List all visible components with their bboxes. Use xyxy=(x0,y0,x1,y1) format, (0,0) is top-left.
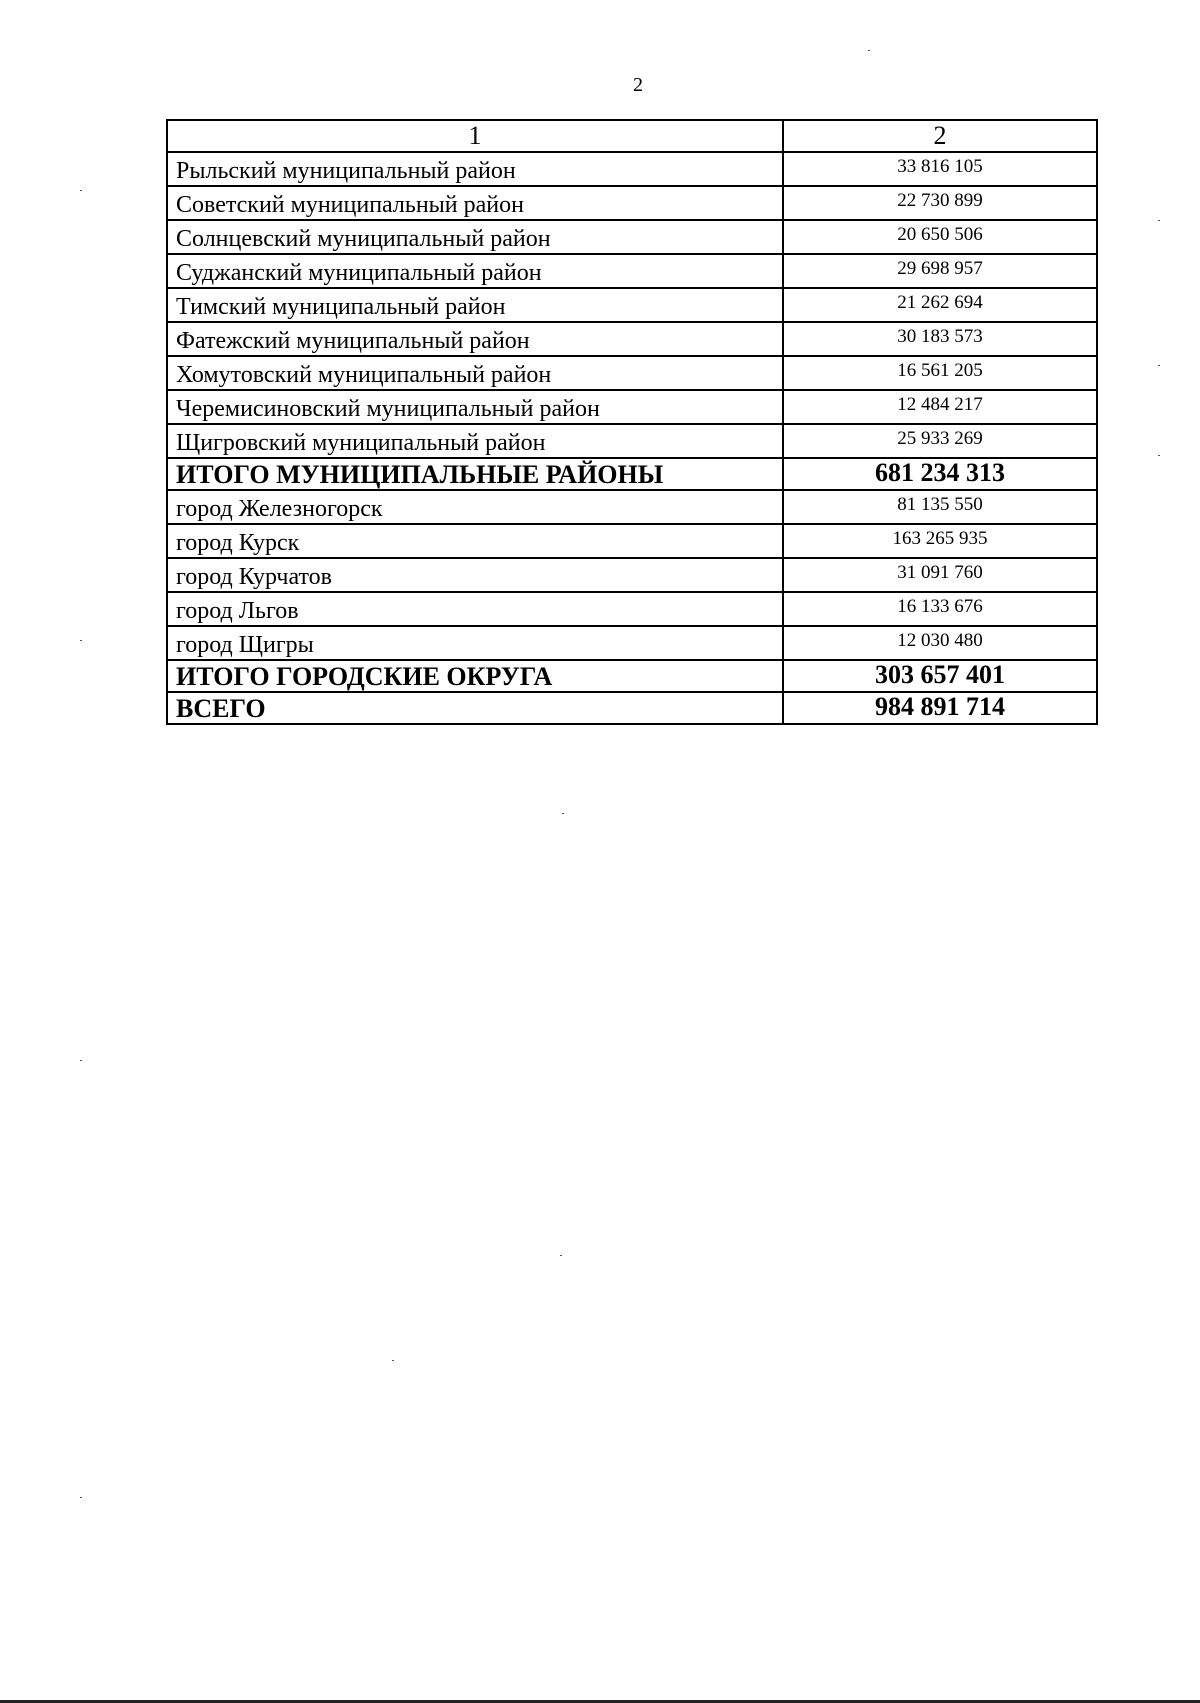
table-row xyxy=(167,592,1097,626)
table-row xyxy=(167,220,1097,254)
row-value: 12 030 480 xyxy=(783,626,1097,660)
column-header-1: 1 xyxy=(167,120,783,152)
row-value: 163 265 935 xyxy=(783,524,1097,558)
row-name: Щигровский муниципальный район xyxy=(167,424,783,458)
table-row xyxy=(167,524,1097,558)
row-value: 16 561 205 xyxy=(783,356,1097,390)
row-value: 12 484 217 xyxy=(783,390,1097,424)
total-row xyxy=(167,458,1097,490)
row-name: город Курчатов xyxy=(167,558,783,592)
table-row xyxy=(167,288,1097,322)
table-row xyxy=(167,254,1097,288)
scan-speck xyxy=(1158,455,1160,456)
row-name: ИТОГО ГОРОДСКИЕ ОКРУГА xyxy=(167,660,783,692)
row-name: Тимский муниципальный район xyxy=(167,288,783,322)
row-name: Хомутовский муниципальный район xyxy=(167,356,783,390)
row-value: 20 650 506 xyxy=(783,220,1097,254)
allocation-table xyxy=(166,119,1098,725)
table-row xyxy=(167,390,1097,424)
total-row xyxy=(167,660,1097,692)
scan-speck xyxy=(392,1360,394,1361)
row-name: Солнцевский муниципальный район xyxy=(167,220,783,254)
scan-speck xyxy=(1158,220,1160,221)
scan-speck xyxy=(80,1497,82,1498)
table-row xyxy=(167,626,1097,660)
table-row xyxy=(167,322,1097,356)
row-value: 25 933 269 xyxy=(783,424,1097,458)
row-name: ИТОГО МУНИЦИПАЛЬНЫЕ РАЙОНЫ xyxy=(167,458,783,490)
column-header-2: 2 xyxy=(783,120,1097,152)
row-value: 31 091 760 xyxy=(783,558,1097,592)
row-value: 30 183 573 xyxy=(783,322,1097,356)
row-value: 22 730 899 xyxy=(783,186,1097,220)
table-row xyxy=(167,490,1097,524)
scan-speck xyxy=(562,813,564,814)
row-name: город Железногорск xyxy=(167,490,783,524)
scan-speck xyxy=(80,1060,82,1061)
table-row xyxy=(167,356,1097,390)
row-name: город Курск xyxy=(167,524,783,558)
row-name: Фатежский муниципальный район xyxy=(167,322,783,356)
row-name: ВСЕГО xyxy=(167,692,783,724)
scan-speck xyxy=(80,640,82,641)
table-header-row xyxy=(167,120,1097,152)
row-value: 33 816 105 xyxy=(783,152,1097,186)
page-number: 2 xyxy=(633,74,643,96)
scan-speck xyxy=(80,190,82,191)
row-value: 29 698 957 xyxy=(783,254,1097,288)
row-value: 681 234 313 xyxy=(783,458,1097,490)
row-name: Черемисиновский муниципальный район xyxy=(167,390,783,424)
row-name: город Льгов xyxy=(167,592,783,626)
row-value: 16 133 676 xyxy=(783,592,1097,626)
row-value: 303 657 401 xyxy=(783,660,1097,692)
table-row xyxy=(167,424,1097,458)
row-name: Советский муниципальный район xyxy=(167,186,783,220)
row-name: город Щигры xyxy=(167,626,783,660)
row-value: 81 135 550 xyxy=(783,490,1097,524)
table-row xyxy=(167,558,1097,592)
total-row xyxy=(167,692,1097,724)
scan-speck xyxy=(1158,365,1160,366)
row-value: 984 891 714 xyxy=(783,692,1097,724)
scan-speck xyxy=(560,1255,562,1256)
row-name: Рыльский муниципальный район xyxy=(167,152,783,186)
table-row xyxy=(167,186,1097,220)
row-value: 21 262 694 xyxy=(783,288,1097,322)
table-row xyxy=(167,152,1097,186)
row-name: Суджанский муниципальный район xyxy=(167,254,783,288)
scan-speck xyxy=(868,50,870,51)
